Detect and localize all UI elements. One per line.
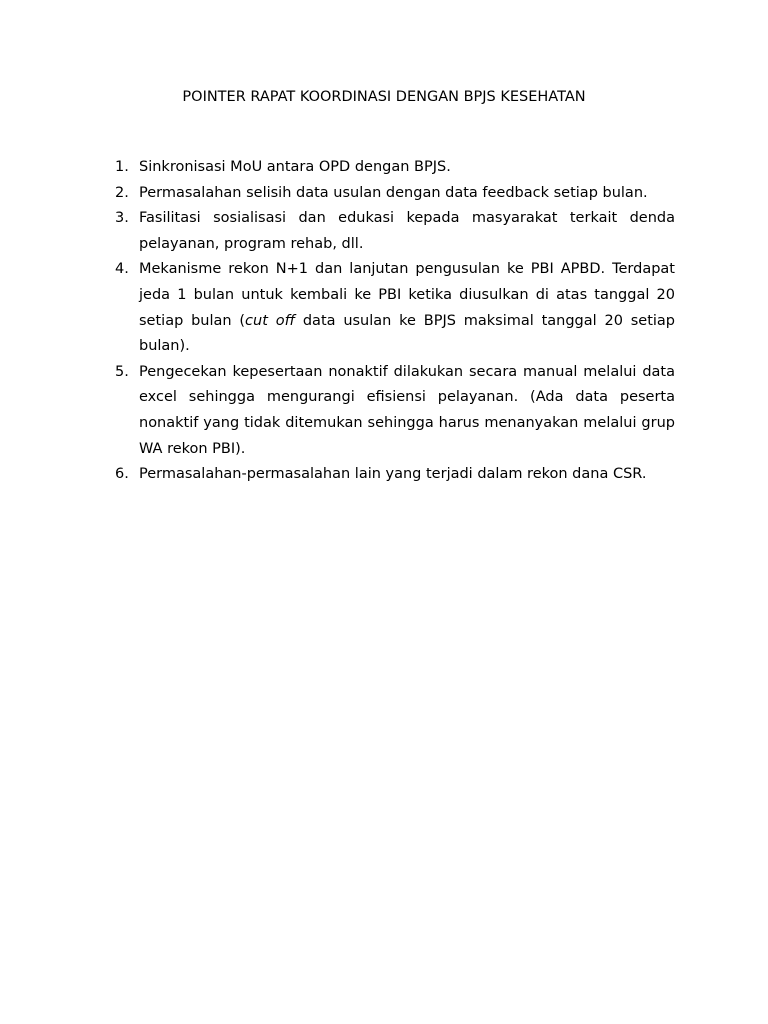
list-item-6: [115, 462, 675, 488]
list-item-text-italic: cut off: [245, 312, 296, 329]
list-item-number: 2.: [115, 184, 129, 201]
list-item-number: 3.: [115, 210, 129, 227]
list-item-5: [115, 360, 675, 462]
list-item-2: [115, 181, 675, 207]
list-item-number: 4.: [115, 261, 129, 278]
list-item-text: Permasalahan selisih data usulan dengan data feedback setiap bulan.: [139, 184, 648, 201]
pointer-list: [115, 155, 675, 488]
list-item-3: [115, 206, 675, 257]
list-item-text: Pengecekan kepesertaan nonaktif dilakukan secara manual melalui data excel sehingga mengurangi efisiensi pelayanan. (Ada data peserta nonaktif yang tidak ditemukan sehingga harus menanyakan melalui grup WA rekon PBI).: [139, 363, 675, 457]
list-item-1: [115, 155, 675, 181]
list-item-text-before: Mekanisme rekon N+1 dan lanjutan pengusulan ke PBI APBD. Terdapat jeda 1 bulan untuk kembali ke PBI ketika diusulkan di atas tanggal 20 setiap bulan (: [139, 261, 675, 329]
list-item-text-after: data usulan ke BPJS maksimal tanggal 20 setiap bulan).: [139, 312, 676, 355]
list-item-text: Fasilitasi sosialisasi dan edukasi kepada masyarakat terkait denda pelayanan, program rehab, dll.: [139, 210, 675, 252]
list-item-number: 6.: [115, 466, 129, 483]
list-item-text: Permasalahan-permasalahan lain yang terjadi dalam rekon dana CSR.: [139, 466, 647, 483]
list-item-text: [139, 257, 675, 359]
list-item-text: Sinkronisasi MoU antara OPD dengan BPJS.: [139, 159, 451, 175]
document-title: POINTER RAPAT KOORDINASI DENGAN BPJS KESEHATAN: [182, 89, 586, 105]
list-item-number: 1.: [115, 159, 129, 175]
list-item-4: [115, 257, 675, 359]
list-item-number: 5.: [115, 363, 129, 380]
